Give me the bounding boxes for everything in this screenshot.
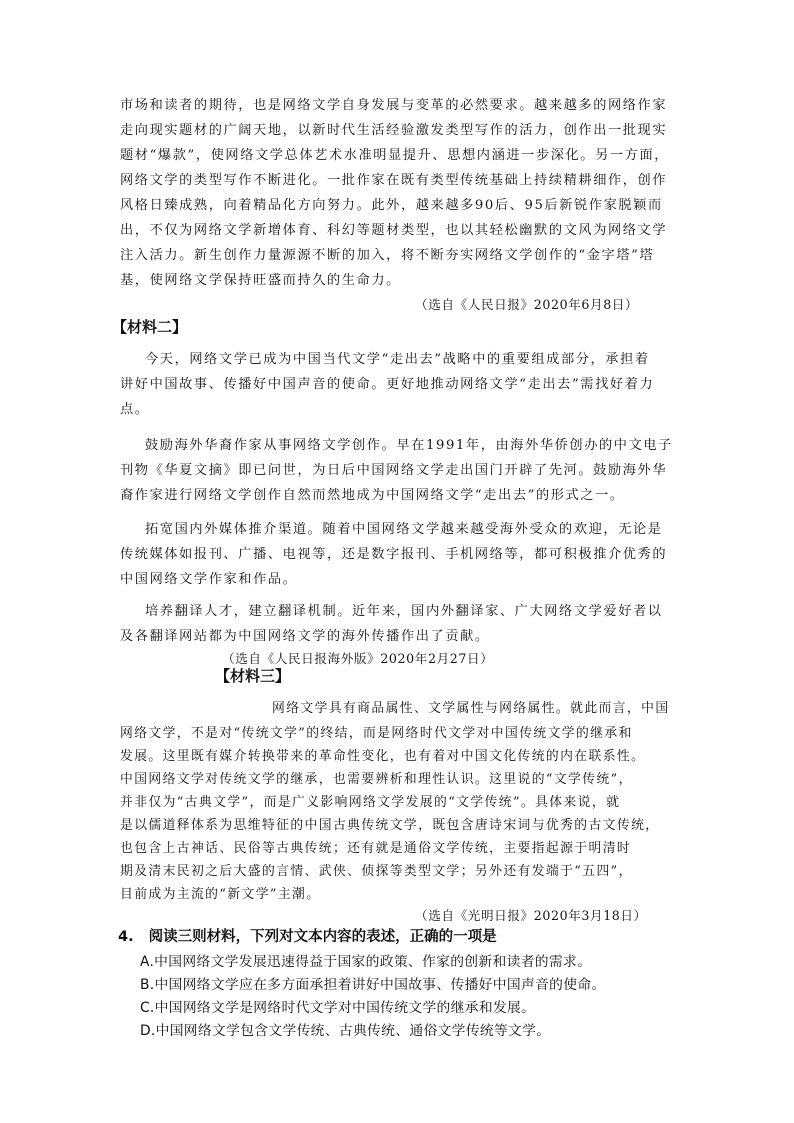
material3-line-6: 是以儒道释体系为思维特征的中国古典传统文学，既包含唐诗宋词与优秀的古文传统， bbox=[120, 818, 660, 833]
material3-line-3: 发展。这里既有媒介转换带来的革命性变化，也有着对中国文化传统的内在联系性。 bbox=[120, 749, 646, 764]
material2-line-10: 培养翻译人才，建立翻译机制。近年来，国内外翻译家、广大网络文学爱好者以 bbox=[145, 604, 663, 619]
material2-line-11: 及各翻译网站都为中国网络文学的海外传播作出了贡献。 bbox=[120, 629, 490, 644]
material3-heading: 【材料三】 bbox=[215, 667, 291, 685]
option-a[interactable]: A.中国网络文学发展迅速得益于国家的政策、作家的创新和读者的需求。 bbox=[140, 954, 592, 970]
material3-line-5: 并非仅为“古典文学”，而是广义影响网络文学发展的“文学传统”。具体来说，就 bbox=[120, 795, 621, 810]
material2-line-6: 裔作家进行网络文学创作自然而然地成为中国网络文学“走出去”的形式之一。 bbox=[120, 488, 625, 503]
option-d[interactable]: D.中国网络文学包含文学传统、古典传统、通俗文学传统等文学。 bbox=[140, 1023, 551, 1039]
material3-source: （选自《光明日报》2020年3月18日） bbox=[415, 908, 647, 923]
question-text: 阅读三则材料，下列对文本内容的表述，正确的一项是 bbox=[148, 929, 497, 945]
material1-line-8: 基，使网络文学保持旺盛而持久的生命力。 bbox=[120, 273, 401, 288]
material3-line-9: 目前成为主流的“新文学”主潮。 bbox=[120, 887, 321, 902]
material1-line-3: 题材“爆款”，使网络文学总体艺术水准明显提升、思想内涵进一步深化。另一方面， bbox=[120, 148, 670, 163]
question-number: 4. bbox=[118, 929, 134, 945]
material2-line-8: 传统媒体如报刊、广播、电视等，还是数字报刊、手机网络等，都可积极推介优秀的 bbox=[120, 547, 668, 562]
material2-line-7: 拓宽国内外媒体推介渠道。随着中国网络文学越来越受海外受众的欢迎，无论是 bbox=[145, 522, 663, 537]
material1-line-6: 出，不仅为网络文学新增体育、科幻等题材类型，也以其轻松幽默的文风为网络文学 bbox=[120, 223, 668, 238]
material1-line-1: 市场和读者的期待，也是网络文学自身发展与变革的必然要求。越来越多的网络作家 bbox=[120, 98, 668, 113]
material2-line-4: 鼓励海外华裔作家从事网络文学创作。早在1991年，由海外华侨创办的中文电子 bbox=[145, 438, 673, 453]
material3-line-1: 网络文学具有商品属性、文学属性与网络属性。就此而言，中国 bbox=[272, 701, 670, 716]
question-stem bbox=[118, 925, 497, 946]
material1-line-7: 注入活力。新生创作力量源源不断的加入，将不断夯实网络文学创作的“金字塔”塔 bbox=[120, 248, 655, 263]
material2-line-5: 刊物《华夏文摘》即已问世，为日后中国网络文学走出国门开辟了先河。鼓励海外华 bbox=[120, 463, 668, 478]
material1-line-4: 网络文学的类型写作不断进化。一批作家在既有类型传统基础上持续精耕细作，创作 bbox=[120, 173, 668, 188]
material3-line-2: 网络文学，不是对“传统文学”的终结，而是网络时代文学对中国传统文学的继承和 bbox=[120, 726, 633, 741]
material1-source: （选自《人民日报》2020年6月8日） bbox=[415, 297, 639, 312]
material2-line-3: 点。 bbox=[120, 402, 150, 417]
material1-line-5: 风格日臻成熟，向着精品化方向努力。此外，越来越多90后、95后新锐作家脱颖而 bbox=[120, 198, 663, 213]
material2-source: （选自《人民日报海外版》2020年2月27日） bbox=[222, 651, 494, 666]
material2-line-2: 讲好中国故事、传播好中国声音的使命。更好地推动网络文学“走出去”需找好着力 bbox=[120, 377, 655, 392]
material2-line-1: 今天，网络文学已成为中国当代文学“走出去”战略中的重要组成部分，承担着 bbox=[145, 352, 650, 367]
material3-line-7: 也包含上古神话、民俗等古典传统；还有就是通俗文学传统，主要指起源于明清时 bbox=[120, 841, 632, 856]
material2-heading: 【材料二】 bbox=[112, 318, 188, 336]
option-c[interactable]: C.中国网络文学是网络时代文学对中国传统文学的继承和发展。 bbox=[140, 1000, 536, 1016]
option-b[interactable]: B.中国网络文学应在多方面承担着讲好中国故事、传播好中国声音的使命。 bbox=[140, 977, 606, 993]
material1-line-2: 走向现实题材的广阔天地，以新时代生活经验激发类型写作的活力，创作出一批现实 bbox=[120, 123, 668, 138]
material3-line-8: 期及清末民初之后大盛的言情、武侠、侦探等类型文学；另外还有发端于“五四”， bbox=[120, 864, 633, 879]
material3-line-4: 中国网络文学对传统文学的继承，也需要辨析和理性认识。这里说的“文学传统”， bbox=[120, 772, 633, 787]
material2-line-9: 中国网络文学作家和作品。 bbox=[120, 572, 298, 587]
